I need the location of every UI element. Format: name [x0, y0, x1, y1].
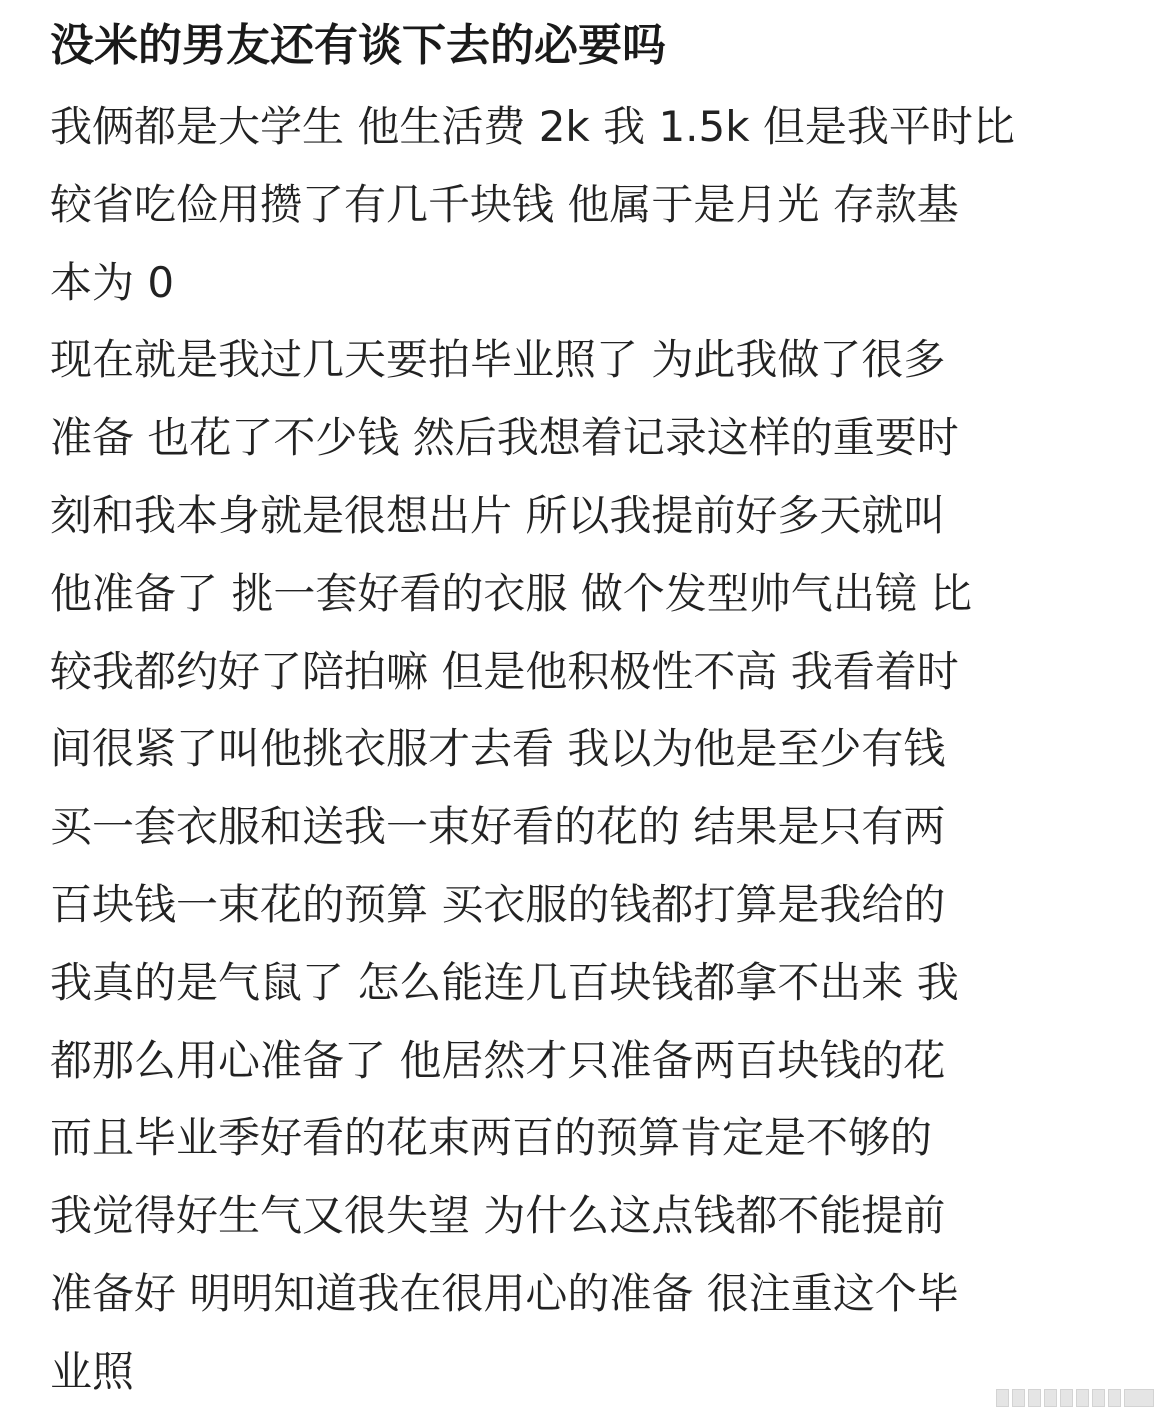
- watermark-glyph: [1044, 1389, 1057, 1407]
- post-line: 较省吃俭用攒了有几千块钱 他属于是月光 存款基: [50, 179, 959, 229]
- post-line: 本为 0: [50, 257, 175, 307]
- watermark-glyph: [1060, 1389, 1073, 1407]
- watermark-glyph: [996, 1389, 1009, 1407]
- post-line: 而且毕业季好看的花束两百的预算肯定是不够的: [50, 1113, 933, 1163]
- watermark-glyph: [1028, 1389, 1041, 1407]
- post-line: 我俩都是大学生 他生活费 2k 我 1.5k 但是我平时比: [50, 102, 1015, 151]
- post-line: 业照: [50, 1346, 135, 1396]
- watermark: [996, 1387, 1154, 1409]
- post-line: 准备 也花了不少钱 然后我想着记录这样的重要时: [50, 413, 959, 463]
- post-line: 我觉得好生气又很失望 为什么这点钱都不能提前: [50, 1191, 946, 1241]
- watermark-glyph: [1012, 1389, 1025, 1407]
- watermark-glyph: [1092, 1389, 1105, 1407]
- post-line: 准备好 明明知道我在很用心的准备 很注重这个毕: [50, 1268, 959, 1318]
- post-line: 间很紧了叫他挑衣服才去看 我以为他是至少有钱: [50, 724, 946, 774]
- post-line: 我真的是气鼠了 怎么能连几百块钱都拿不出来 我: [50, 957, 959, 1007]
- post-line: 买一套衣服和送我一束好看的花的 结果是只有两: [50, 802, 946, 852]
- post: [50, 0, 1130, 1411]
- post-line: 较我都约好了陪拍嘛 但是他积极性不高 我看着时: [50, 646, 959, 696]
- post-body: [50, 88, 1130, 1411]
- post-line: 百块钱一束花的预算 买衣服的钱都打算是我给的: [50, 879, 946, 929]
- watermark-glyph: [1108, 1389, 1121, 1407]
- watermark-glyph: [1076, 1389, 1089, 1407]
- watermark-glyph: [1124, 1389, 1154, 1407]
- post-line: 刻和我本身就是很想出片 所以我提前好多天就叫: [50, 490, 946, 540]
- post-line: 都那么用心准备了 他居然才只准备两百块钱的花: [50, 1035, 946, 1085]
- post-line: 他准备了 挑一套好看的衣服 做个发型帅气出镜 比: [50, 568, 973, 618]
- post-title: 没米的男友还有谈下去的必要吗: [50, 20, 666, 71]
- post-line: 现在就是我过几天要拍毕业照了 为此我做了很多: [50, 335, 946, 385]
